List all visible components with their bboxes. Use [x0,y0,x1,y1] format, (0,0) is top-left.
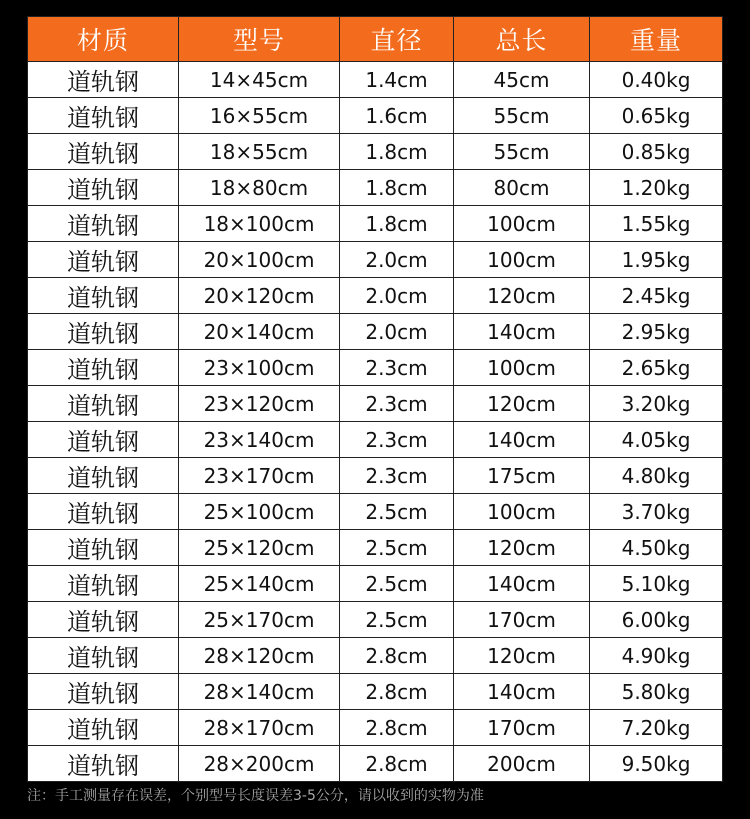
table-row [28,386,723,422]
cell-material: 道轨钢 [28,422,179,458]
cell-model: 16×55cm [179,98,340,134]
cell-material: 道轨钢 [28,458,179,494]
cell-model: 23×170cm [179,458,340,494]
cell-diameter: 2.5cm [340,566,454,602]
header-diameter: 直径 [340,17,454,62]
cell-diameter: 2.5cm [340,494,454,530]
cell-diameter: 2.0cm [340,242,454,278]
header-row [28,17,723,62]
cell-diameter: 2.3cm [340,350,454,386]
table-row [28,566,723,602]
cell-model: 18×80cm [179,170,340,206]
cell-material: 道轨钢 [28,170,179,206]
cell-length: 100cm [454,206,590,242]
cell-weight: 5.10kg [590,566,723,602]
cell-model: 28×200cm [179,746,340,782]
cell-diameter: 1.8cm [340,206,454,242]
table-body [28,62,723,782]
table-row [28,314,723,350]
cell-weight: 4.50kg [590,530,723,566]
cell-weight: 2.65kg [590,350,723,386]
cell-weight: 2.45kg [590,278,723,314]
cell-length: 45cm [454,62,590,98]
cell-length: 120cm [454,530,590,566]
cell-material: 道轨钢 [28,746,179,782]
cell-material: 道轨钢 [28,602,179,638]
cell-length: 100cm [454,242,590,278]
cell-diameter: 2.5cm [340,602,454,638]
spec-table [27,16,723,782]
cell-length: 175cm [454,458,590,494]
cell-model: 14×45cm [179,62,340,98]
cell-diameter: 2.8cm [340,674,454,710]
cell-weight: 0.40kg [590,62,723,98]
cell-weight: 3.70kg [590,494,723,530]
cell-model: 28×120cm [179,638,340,674]
cell-length: 200cm [454,746,590,782]
cell-model: 18×100cm [179,206,340,242]
table-header [28,17,723,62]
cell-material: 道轨钢 [28,566,179,602]
cell-weight: 3.20kg [590,386,723,422]
cell-model: 28×170cm [179,710,340,746]
cell-length: 170cm [454,710,590,746]
cell-diameter: 1.6cm [340,98,454,134]
cell-diameter: 1.8cm [340,170,454,206]
cell-model: 25×120cm [179,530,340,566]
cell-weight: 0.65kg [590,98,723,134]
header-model: 型号 [179,17,340,62]
cell-model: 25×170cm [179,602,340,638]
cell-model: 20×100cm [179,242,340,278]
cell-material: 道轨钢 [28,98,179,134]
cell-model: 25×100cm [179,494,340,530]
cell-model: 23×120cm [179,386,340,422]
cell-model: 23×140cm [179,422,340,458]
header-length: 总长 [454,17,590,62]
cell-material: 道轨钢 [28,638,179,674]
cell-weight: 1.20kg [590,170,723,206]
table-row [28,422,723,458]
cell-length: 170cm [454,602,590,638]
cell-material: 道轨钢 [28,530,179,566]
cell-diameter: 2.0cm [340,314,454,350]
table-row [28,242,723,278]
cell-material: 道轨钢 [28,242,179,278]
cell-material: 道轨钢 [28,314,179,350]
cell-diameter: 1.8cm [340,134,454,170]
cell-weight: 1.95kg [590,242,723,278]
cell-length: 140cm [454,674,590,710]
cell-material: 道轨钢 [28,674,179,710]
cell-length: 80cm [454,170,590,206]
table-row [28,746,723,782]
cell-length: 140cm [454,422,590,458]
cell-model: 20×120cm [179,278,340,314]
cell-material: 道轨钢 [28,350,179,386]
cell-weight: 4.80kg [590,458,723,494]
cell-weight: 0.85kg [590,134,723,170]
table-row [28,530,723,566]
cell-material: 道轨钢 [28,206,179,242]
cell-length: 140cm [454,314,590,350]
cell-model: 25×140cm [179,566,340,602]
cell-diameter: 2.5cm [340,530,454,566]
cell-length: 55cm [454,98,590,134]
cell-model: 18×55cm [179,134,340,170]
cell-model: 23×100cm [179,350,340,386]
cell-length: 120cm [454,386,590,422]
table-row [28,170,723,206]
table-row [28,98,723,134]
table-row [28,206,723,242]
cell-length: 100cm [454,350,590,386]
table-row [28,710,723,746]
cell-diameter: 2.8cm [340,710,454,746]
cell-diameter: 2.8cm [340,746,454,782]
cell-material: 道轨钢 [28,710,179,746]
cell-material: 道轨钢 [28,386,179,422]
cell-weight: 9.50kg [590,746,723,782]
cell-length: 120cm [454,278,590,314]
cell-weight: 7.20kg [590,710,723,746]
table-row [28,62,723,98]
table-row [28,134,723,170]
table-row [28,494,723,530]
cell-weight: 1.55kg [590,206,723,242]
cell-weight: 6.00kg [590,602,723,638]
cell-length: 140cm [454,566,590,602]
cell-diameter: 2.3cm [340,386,454,422]
cell-material: 道轨钢 [28,494,179,530]
table-row [28,674,723,710]
cell-diameter: 2.8cm [340,638,454,674]
cell-material: 道轨钢 [28,278,179,314]
footer-note: 注：手工测量存在误差，个别型号长度误差3-5公分，请以收到的实物为准 [27,788,484,804]
cell-model: 28×140cm [179,674,340,710]
cell-length: 55cm [454,134,590,170]
cell-diameter: 2.3cm [340,422,454,458]
cell-weight: 2.95kg [590,314,723,350]
cell-weight: 4.90kg [590,638,723,674]
cell-length: 120cm [454,638,590,674]
table-row [28,278,723,314]
header-material: 材质 [28,17,179,62]
table-row [28,350,723,386]
cell-material: 道轨钢 [28,62,179,98]
table-row [28,602,723,638]
cell-length: 100cm [454,494,590,530]
cell-diameter: 2.3cm [340,458,454,494]
cell-material: 道轨钢 [28,134,179,170]
table-row [28,638,723,674]
cell-diameter: 1.4cm [340,62,454,98]
cell-weight: 4.05kg [590,422,723,458]
cell-model: 20×140cm [179,314,340,350]
cell-diameter: 2.0cm [340,278,454,314]
table-row [28,458,723,494]
cell-weight: 5.80kg [590,674,723,710]
header-weight: 重量 [590,17,723,62]
